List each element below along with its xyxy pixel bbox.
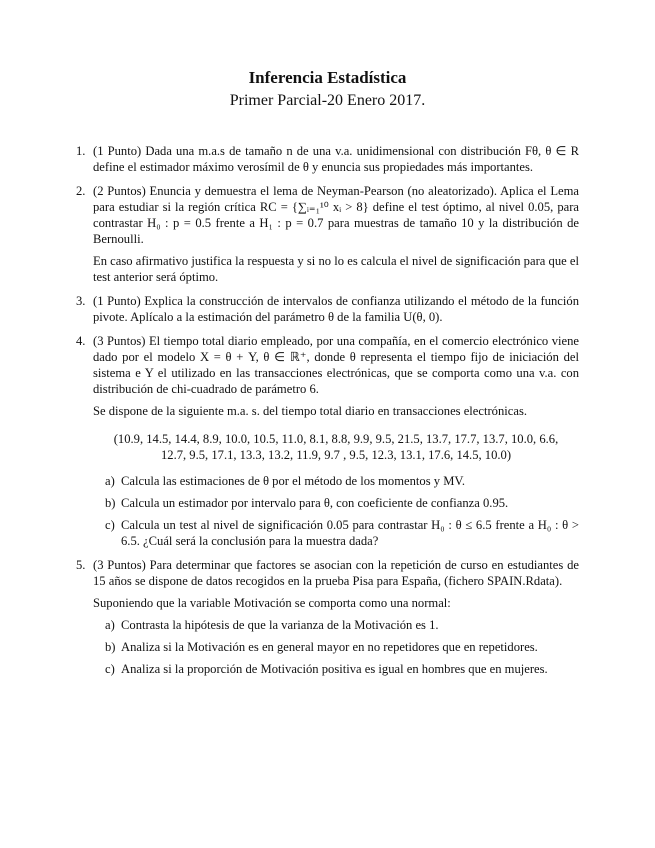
subquestion-4b [93, 495, 579, 511]
subquestion-5c [93, 661, 579, 677]
question-2 [76, 183, 579, 285]
sample-data-line: 12.7, 9.5, 17.1, 13.3, 13.2, 11.9, 9.7 , 9.5, 12.3, 13.1, 17.6, 14.5, 10.0) [160, 448, 512, 462]
question-text: (1 Punto) Dada una m.a.s de tamaño n de una v.a. unidimensional con distribución Fθ, θ ∈ R define el estimador máximo verosímil de θ y enuncia sus propiedades más importantes. [93, 144, 579, 174]
question-4 [76, 333, 579, 549]
question-number: 3. [76, 294, 86, 308]
subquestion-text: Calcula un test al nivel de significación 0.05 para contrastar H₀ : θ ≤ 6.5 frente a H₀ : θ > 6.5. ¿Cuál será la conclusión para la muestra dada? [121, 518, 579, 548]
question-number: 4. [76, 334, 86, 348]
question-text: (2 Puntos) Enuncia y demuestra el lema de Neyman-Pearson (no aleatorizado). Aplica el Lema para estudiar si la región crítica RC = {∑ᵢ₌₁¹⁰ xᵢ > 8} define el test óptimo, al nivel 0.05, para contrastar H₀ : p = 0.5 frente a H₁ : p = 0.7 para muestras de tamaño 10 y la distribución de Bernoulli. [93, 184, 579, 246]
subquestion-text: Analiza si la Motivación es en general mayor en no repetidores que en repetidores. [121, 640, 538, 654]
sample-data-line: (10.9, 14.5, 14.4, 8.9, 10.0, 10.5, 11.0, 8.1, 8.8, 9.9, 9.5, 21.5, 13.7, 17.7, 13.7, 10.0, 6.6, [113, 432, 559, 446]
subquestion-5b [93, 639, 579, 655]
subquestion-4c [93, 517, 579, 549]
subquestion-text: Calcula las estimaciones de θ por el método de los momentos y MV. [121, 474, 466, 488]
question-number: 2. [76, 184, 86, 198]
sample-data [93, 431, 579, 463]
question-text: En caso afirmativo justifica la respuesta y si no lo es calcula el nivel de significación para que el test anterior será óptimo. [93, 254, 579, 284]
subquestion-letter: b) [105, 496, 116, 510]
question-text: (3 Puntos) Para determinar que factores se asocian con la repetición de curso en estudiantes de 15 años se dispone de datos recogidos en la prueba Pisa para España, (fichero SPAIN.Rdata). [93, 558, 579, 588]
question-text: (3 Puntos) El tiempo total diario empleado, por una compañía, en el comercio electrónico viene dado por el modelo X = θ + Y, θ ∈ ℝ⁺, donde θ representa el tiempo fijo de iniciación del sistema e Y el utilizado en las transacciones electrónicas, que se comporta como una v.a. con distribución de chi-cuadrado de parámetro 6. [93, 334, 579, 396]
subquestion-letter: b) [105, 640, 116, 654]
exam-body [76, 143, 579, 685]
subquestion-text: Calcula un estimador por intervalo para θ, con coeficiente de confianza 0.95. [121, 496, 509, 510]
subquestion-4a [93, 473, 579, 489]
subquestion-letter: a) [105, 474, 115, 488]
exam-title: Inferencia Estadística [248, 68, 407, 87]
subquestion-text: Contrasta la hipótesis de que la varianza de la Motivación es 1. [121, 618, 439, 632]
subquestion-letter: c) [105, 518, 115, 532]
subquestion-letter: c) [105, 662, 115, 676]
question-number: 5. [76, 558, 86, 572]
question-1 [76, 143, 579, 175]
question-text: Suponiendo que la variable Motivación se comporta como una normal: [93, 596, 451, 610]
question-number: 1. [76, 144, 86, 158]
question-5 [76, 557, 579, 677]
subquestion-letter: a) [105, 618, 115, 632]
question-text: (1 Punto) Explica la construcción de intervalos de confianza utilizando el método de la función pivote. Aplícalo a la estimación del parámetro θ de la familia U(θ, 0). [93, 294, 579, 324]
question-3 [76, 293, 579, 325]
subquestion-5a [93, 617, 579, 633]
question-text: Se dispone de la siguiente m.a. s. del tiempo total diario en transacciones electrónicas. [93, 404, 527, 418]
subquestion-text: Analiza si la proporción de Motivación positiva es igual en hombres que en mujeres. [121, 662, 548, 676]
exam-subtitle: Primer Parcial-20 Enero 2017. [229, 92, 426, 109]
